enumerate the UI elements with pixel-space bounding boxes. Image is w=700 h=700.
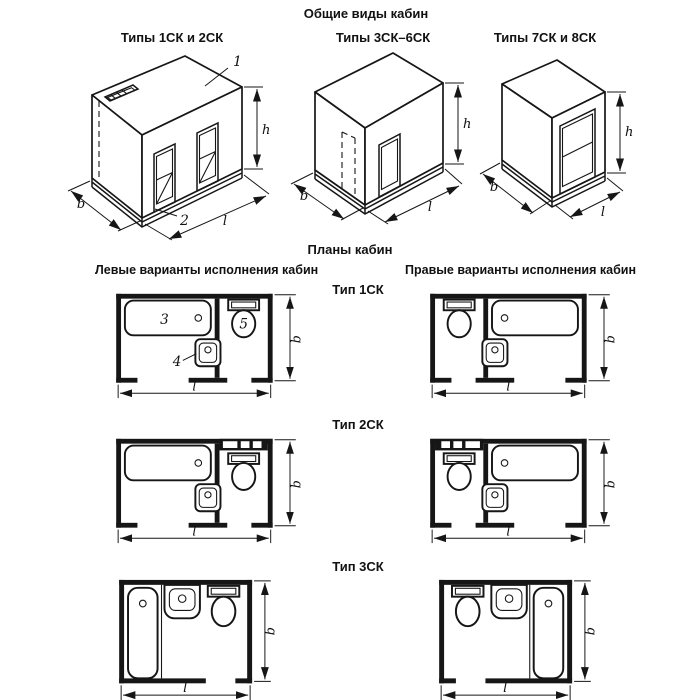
callout-leader (183, 354, 197, 361)
plan-type1-left (106, 289, 306, 401)
iso-label-types-3-6: Типы 3СК–6СК (335, 30, 431, 45)
dim-label-l: l (222, 214, 228, 229)
row-label-type-1sk: Тип 1СК (332, 282, 384, 297)
room-mirrored (439, 580, 572, 683)
left-variants-header: Левые варианты исполнения кабин (95, 263, 319, 277)
dim-label-l: l (503, 681, 508, 697)
dim-label-l: l (192, 523, 197, 539)
dimension-b (589, 295, 618, 381)
page-title: Общие виды кабин (303, 6, 429, 21)
dim-label-b: b (263, 627, 279, 636)
dim-label-b: b (602, 480, 618, 489)
dim-label-h: h (262, 123, 271, 138)
dim-label-b: b (489, 180, 499, 195)
callout-sink: 4 (172, 354, 182, 371)
sink (195, 484, 220, 511)
dimension-b (589, 440, 618, 526)
dim-label-l: l (600, 205, 606, 220)
vent-block (220, 439, 268, 451)
dimension-l (121, 681, 250, 700)
callout-base: 2 (180, 213, 189, 229)
dim-label-l: l (427, 200, 433, 215)
dim-label-l: l (192, 378, 197, 394)
dimension-l (432, 523, 585, 543)
toilet (228, 453, 259, 490)
right-variants-header: Правые варианты исполнения кабин (405, 263, 637, 277)
dim-label-h: h (625, 125, 634, 140)
bathtub (492, 446, 578, 481)
callout-roof: 1 (233, 54, 242, 70)
toilet (208, 586, 240, 626)
iso-view-types-1-2 (55, 44, 285, 244)
iso-view-types-7-8 (472, 48, 640, 233)
plan-type1-right (420, 289, 620, 401)
toilet (444, 453, 475, 490)
dim-label-b: b (288, 335, 304, 344)
dim-label-l: l (183, 681, 188, 697)
dimension-b (275, 295, 304, 381)
sink (482, 484, 507, 511)
dim-label-b: b (299, 189, 309, 204)
cabin-box (92, 56, 242, 227)
iso-label-types-1-2: Типы 1СК и 2СК (120, 30, 224, 45)
dimension-h (445, 83, 471, 164)
room-mirrored (430, 294, 586, 383)
sink (491, 585, 526, 618)
dimension-h (244, 87, 270, 169)
dimension-h (607, 92, 633, 173)
dim-label-b: b (602, 335, 618, 344)
iso-view-types-3-6 (288, 48, 478, 233)
plan-type2-left (106, 434, 306, 546)
callout-toilet: 5 (239, 316, 248, 333)
plans-title: Планы кабин (307, 242, 393, 257)
dim-label-l: l (506, 378, 511, 394)
plan-type3-left (108, 575, 280, 700)
plan-type2-right (420, 434, 620, 546)
sink (195, 339, 220, 366)
dim-label-b: b (583, 627, 599, 636)
toilet (452, 586, 484, 626)
callout-bath: 3 (160, 311, 169, 328)
bathtub (492, 301, 578, 336)
dim-label-b: b (76, 197, 86, 212)
dim-label-b: b (288, 480, 304, 489)
iso-label-types-7-8: Типы 7СК и 8СК (493, 30, 597, 45)
dimension-l (118, 523, 271, 543)
cabin-box (502, 60, 605, 207)
dimension-b (275, 440, 304, 526)
row-label-type-2sk: Тип 2СК (332, 417, 384, 432)
dimension-b (254, 581, 279, 681)
dimension-b (574, 581, 599, 681)
sink (482, 339, 507, 366)
dim-label-l: l (506, 523, 511, 539)
vent-block (435, 439, 483, 451)
dimension-l (441, 681, 570, 700)
dimension-l (432, 378, 585, 398)
bathtub (125, 446, 211, 481)
row-label-type-3sk: Тип 3СК (332, 559, 384, 574)
room-mirrored (430, 439, 586, 528)
bathtub (128, 588, 158, 679)
toilet (444, 300, 475, 338)
plan-type3-right (428, 575, 600, 700)
bathtub (534, 588, 564, 679)
sink (164, 585, 199, 618)
dim-label-h: h (463, 117, 472, 132)
dimension-l (118, 378, 271, 398)
